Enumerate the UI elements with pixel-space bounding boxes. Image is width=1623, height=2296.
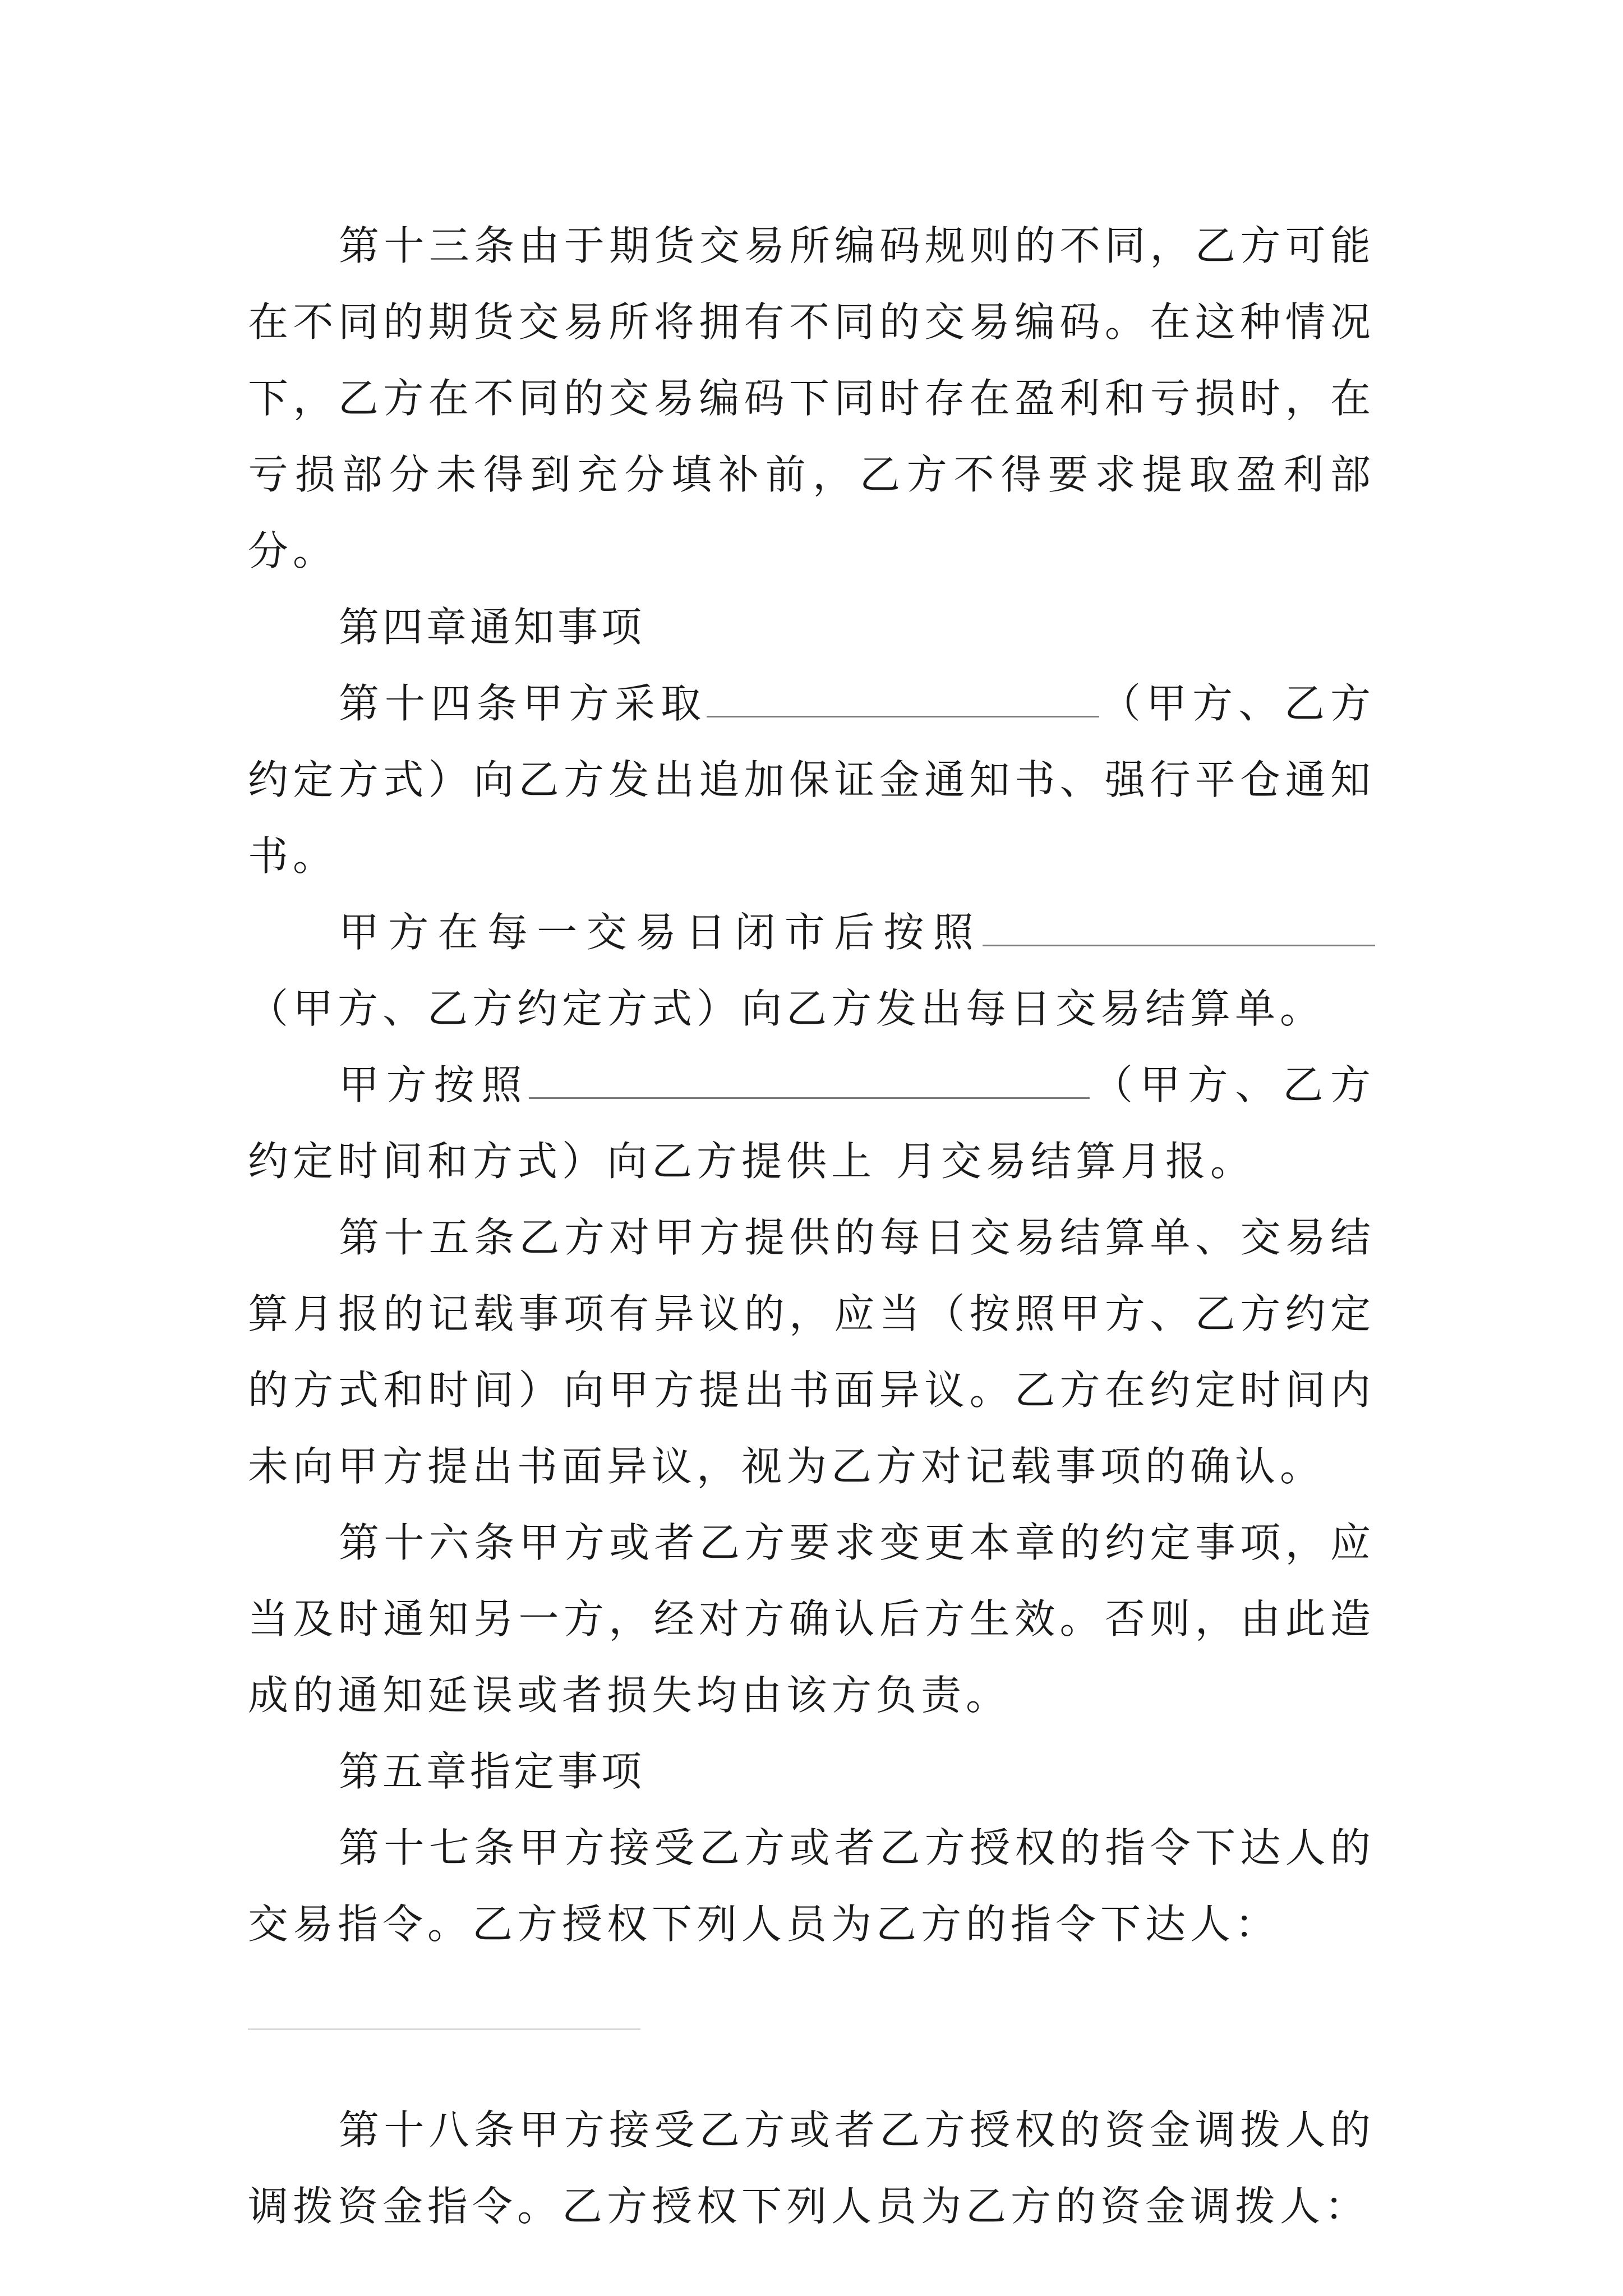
fill-in-blank — [529, 1057, 1090, 1099]
article-14-notice-method — [248, 665, 1375, 894]
divider-line — [248, 2028, 640, 2030]
article-16: 第十六条甲方或者乙方要求变更本章的约定事项，应当及时通知另一方，经对方确认后方生效。否则，由此造成的通知延误或者损失均由该方负责。 — [248, 1519, 1375, 1719]
article-15: 第十五条乙方对甲方提供的每日交易结算单、交易结算月报的记载事项有异议的，应当（按照甲方、乙方约定的方式和时间）向甲方提出书面异议。乙方在约定时间内未向甲方提出书面异议，视为乙方对记载事项的确认。 — [248, 1214, 1375, 1490]
article-14-daily-statement — [248, 894, 1375, 1047]
monthly-report-text-start: 甲方按照 — [339, 1061, 529, 1108]
document-body — [248, 208, 1375, 2244]
daily-statement-text-end: （甲方、乙方约定方式）向乙方发出每日交易结算单。 — [248, 985, 1325, 1032]
article-17: 第十七条甲方接受乙方或者乙方授权的指令下达人的交易指令。乙方授权下列人员为乙方的指令下达人： — [248, 1824, 1375, 1948]
monthly-report-text-end: 月交易结算月报。 — [896, 1138, 1256, 1185]
article-14-monthly-report — [248, 1047, 1375, 1199]
fill-in-blank — [983, 904, 1375, 946]
daily-statement-text-start: 甲方在每一交易日闭市后按照 — [339, 909, 983, 956]
article-14-text-start: 第十四条甲方采取 — [339, 680, 707, 727]
article-18: 第十八条甲方接受乙方或者乙方授权的资金调拨人的调拨资金指令。乙方授权下列人员为乙方的资金调拨人： — [248, 2106, 1375, 2230]
fill-in-blank — [707, 675, 1099, 717]
article-13: 第十三条由于期货交易所编码规则的不同，乙方可能在不同的期货交易所将拥有不同的交易编码。在这种情况下，乙方在不同的交易编码下同时存在盈利和亏损时，在亏损部分未得到充分填补前，乙方不得要求提取盈利部分。 — [248, 222, 1375, 574]
chapter-5-heading: 第五章指定事项 — [339, 1748, 645, 1795]
article-14-text-end: （甲方、乙方约定方式）向乙方发出追加保证金通知书、强行平仓通知书。 — [248, 680, 1375, 880]
monthly-report-text-middle: （甲方、乙方约定时间和方式）向乙方提供上 — [248, 1061, 1375, 1185]
chapter-4-heading: 第四章通知事项 — [339, 604, 645, 651]
